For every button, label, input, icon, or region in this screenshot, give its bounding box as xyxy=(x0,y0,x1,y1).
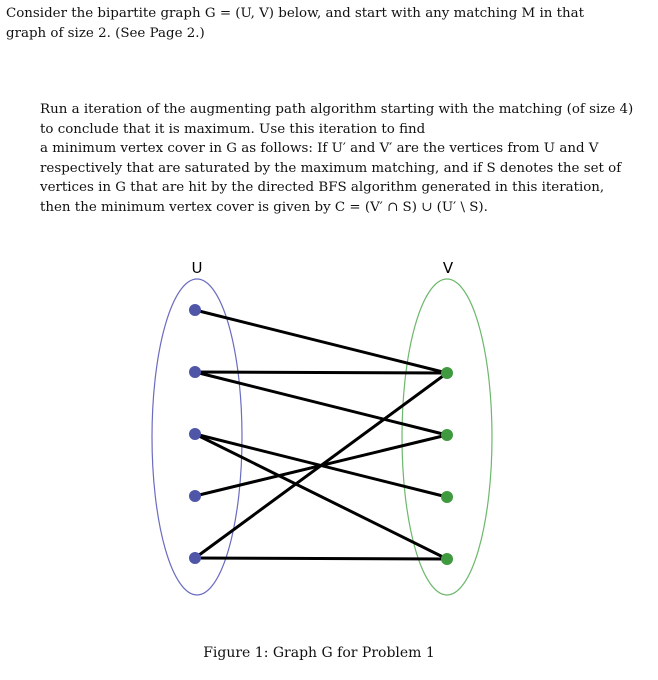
edge-u2-v2 xyxy=(195,372,447,435)
vertex-v1 xyxy=(441,367,453,379)
vertex-u3 xyxy=(189,428,201,440)
edge-u2-v1 xyxy=(195,372,447,373)
intro-line-1: Consider the bipartite graph G = (U, V) below, and start with any matching M in that xyxy=(6,6,585,21)
vertex-u2 xyxy=(189,366,201,378)
instruction-line-6: then the minimum vertex cover is given by C = (V′ ∩ S) ∪ (U′ \ S). xyxy=(40,199,488,215)
vertex-v2 xyxy=(441,429,453,441)
vertex-v3 xyxy=(441,491,453,503)
vertex-u4 xyxy=(189,490,201,502)
u-set-label: U xyxy=(191,259,203,277)
vertex-u1 xyxy=(189,304,201,316)
instruction-line-1: Run a iteration of the augmenting path algorithm starting with the matching (of size 4) xyxy=(40,102,634,117)
intro-line-2: graph of size 2. (See Page 2.) xyxy=(6,25,205,41)
vertex-v4 xyxy=(441,553,453,565)
edge-u3-v4 xyxy=(195,434,447,559)
instruction-line-5: vertices in G that are hit by the directed BFS algorithm generated in this iteration, xyxy=(40,180,605,195)
vertex-u5 xyxy=(189,552,201,564)
edge-u5-v4 xyxy=(195,558,447,559)
figure-caption xyxy=(0,644,658,662)
instruction-line-2: to conclude that it is maximum. Use this iteration to find xyxy=(40,121,426,137)
instruction-line-4: respectively that are saturated by the maximum matching, and if S denotes the set of xyxy=(40,160,622,176)
edge-u5-v1 xyxy=(195,373,447,558)
v-set-label: V xyxy=(442,259,454,277)
instruction-line-3: a minimum vertex cover in G as follows: If U′ and V′ are the vertices from U and V xyxy=(40,141,599,156)
figure-caption-text: Figure 1: Graph G for Problem 1 xyxy=(203,645,435,661)
vertices-layer xyxy=(189,304,453,565)
